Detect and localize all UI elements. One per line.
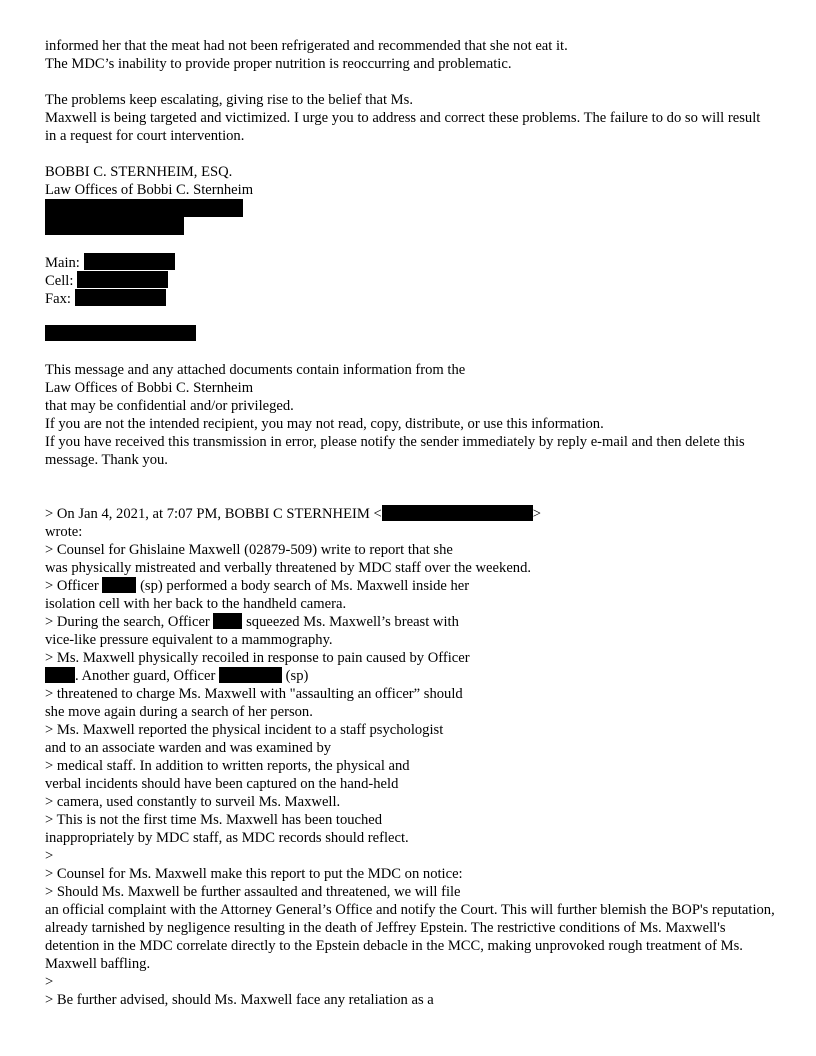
phone-fax: [45, 289, 775, 307]
quoted-paragraph: an official complaint with the Attorney General’s Office and notify the Court. This will further blemish the BOP's reputation, already tarnished by negligence resulting in the death of Jeffrey Epstein. The restrictive conditions of Ms. Maxwell's detention in the MDC correlate directly to the Epstein debacle in the MCC, making unprovoked rough treatment of Ms. Maxwell baffling.: [45, 902, 775, 972]
redaction-block: [102, 577, 136, 593]
spacer: [45, 487, 775, 505]
redaction-block: [77, 271, 168, 288]
quoted-line: > Be further advised, should Ms. Maxwell face any retaliation as a: [45, 992, 434, 1008]
quoted-line: [45, 667, 775, 685]
quoted-line: > Ms. Maxwell reported the physical incident to a staff psychologist: [45, 722, 444, 738]
quoted-line: > Counsel for Ghislaine Maxwell (02879-509) write to report that she: [45, 542, 453, 558]
spacer: [45, 343, 775, 361]
quoted-header-text: > On Jan 4, 2021, at 7:07 PM, BOBBI C STERNHEIM <: [45, 506, 382, 522]
spacer: [45, 469, 775, 487]
quoted-line: > medical staff. In addition to written reports, the physical and: [45, 758, 410, 774]
quoted-line: > threatened to charge Ms. Maxwell with "assaulting an officer” should: [45, 686, 463, 702]
quoted-line: she move again during a search of her person.: [45, 704, 313, 720]
disclaimer-line: Law Offices of Bobbi C. Sternheim: [45, 380, 254, 396]
body-line: The problems keep escalating, giving rise to the belief that Ms.: [45, 92, 413, 108]
quoted-line: was physically mistreated and verbally threatened by MDC staff over the weekend.: [45, 560, 532, 576]
quoted-line: verbal incidents should have been captured on the hand-held: [45, 776, 399, 792]
redaction-block: [45, 325, 196, 341]
quoted-header: [45, 505, 775, 523]
quoted-line: [45, 577, 775, 595]
redaction-block: [75, 289, 166, 306]
quoted-text: (sp): [285, 668, 309, 684]
redaction-block: [45, 217, 184, 235]
redacted-address-line-2: [45, 217, 775, 235]
redaction-block: [219, 667, 282, 683]
quoted-line: > Counsel for Ms. Maxwell make this report to put the MDC on notice:: [45, 866, 463, 882]
spacer: [45, 73, 775, 91]
quoted-line: > Ms. Maxwell physically recoiled in response to pain caused by Officer: [45, 650, 470, 666]
redacted-email-line: [45, 325, 775, 343]
quoted-line: inappropriately by MDC staff, as MDC records should reflect.: [45, 830, 409, 846]
quoted-line: >: [45, 974, 54, 990]
spacer: [45, 145, 775, 163]
spacer: [45, 235, 775, 253]
redacted-address-line-1: [45, 199, 775, 217]
redaction-block: [382, 505, 533, 521]
quoted-line: > This is not the first time Ms. Maxwell has been touched: [45, 812, 383, 828]
quoted-line: > Should Ms. Maxwell be further assaulted and threatened, we will file: [45, 884, 461, 900]
signature-name: BOBBI C. STERNHEIM, ESQ.: [45, 164, 233, 180]
quoted-line: and to an associate warden and was examined by: [45, 740, 332, 756]
spacer: [45, 307, 775, 325]
body-line: The MDC’s inability to provide proper nutrition is reoccurring and problematic.: [45, 56, 512, 72]
quoted-text: > During the search, Officer: [45, 614, 210, 630]
email-document: [45, 37, 775, 1009]
disclaimer-line: This message and any attached documents contain information from the: [45, 362, 466, 378]
redaction-block: [45, 667, 75, 683]
quoted-header-close: >: [532, 506, 541, 522]
quoted-line: > camera, used constantly to surveil Ms. Maxwell.: [45, 794, 341, 810]
phone-main: [45, 253, 775, 271]
disclaimer-paragraph: If you have received this transmission in error, please notify the sender immediately by reply e-mail and then delete this message. Thank you.: [45, 434, 745, 468]
phone-fax-label: Fax:: [45, 291, 71, 307]
disclaimer-line: that may be confidential and/or privileged.: [45, 398, 294, 414]
signature-firm: Law Offices of Bobbi C. Sternheim: [45, 182, 254, 198]
redaction-block: [84, 253, 175, 270]
phone-cell-label: Cell:: [45, 273, 74, 289]
quoted-line: isolation cell with her back to the handheld camera.: [45, 596, 347, 612]
redaction-block: [45, 199, 243, 217]
body-paragraph: Maxwell is being targeted and victimized. I urge you to address and correct these problems. The failure to do so will result in a request for court intervention.: [45, 110, 761, 144]
redaction-block: [213, 613, 242, 629]
quoted-text: > Officer: [45, 578, 99, 594]
quoted-line: >: [45, 848, 54, 864]
quoted-line: vice-like pressure equivalent to a mammography.: [45, 632, 333, 648]
quoted-text: . Another guard, Officer: [75, 668, 216, 684]
body-line: informed her that the meat had not been refrigerated and recommended that she not eat it.: [45, 38, 568, 54]
quoted-text: (sp) performed a body search of Ms. Maxwell inside her: [140, 578, 470, 594]
disclaimer-line: If you are not the intended recipient, you may not read, copy, distribute, or use this information.: [45, 416, 604, 432]
phone-main-label: Main:: [45, 255, 80, 271]
quoted-line: wrote:: [45, 524, 83, 540]
quoted-line: [45, 613, 775, 631]
quoted-text: squeezed Ms. Maxwell’s breast with: [246, 614, 459, 630]
phone-cell: [45, 271, 775, 289]
